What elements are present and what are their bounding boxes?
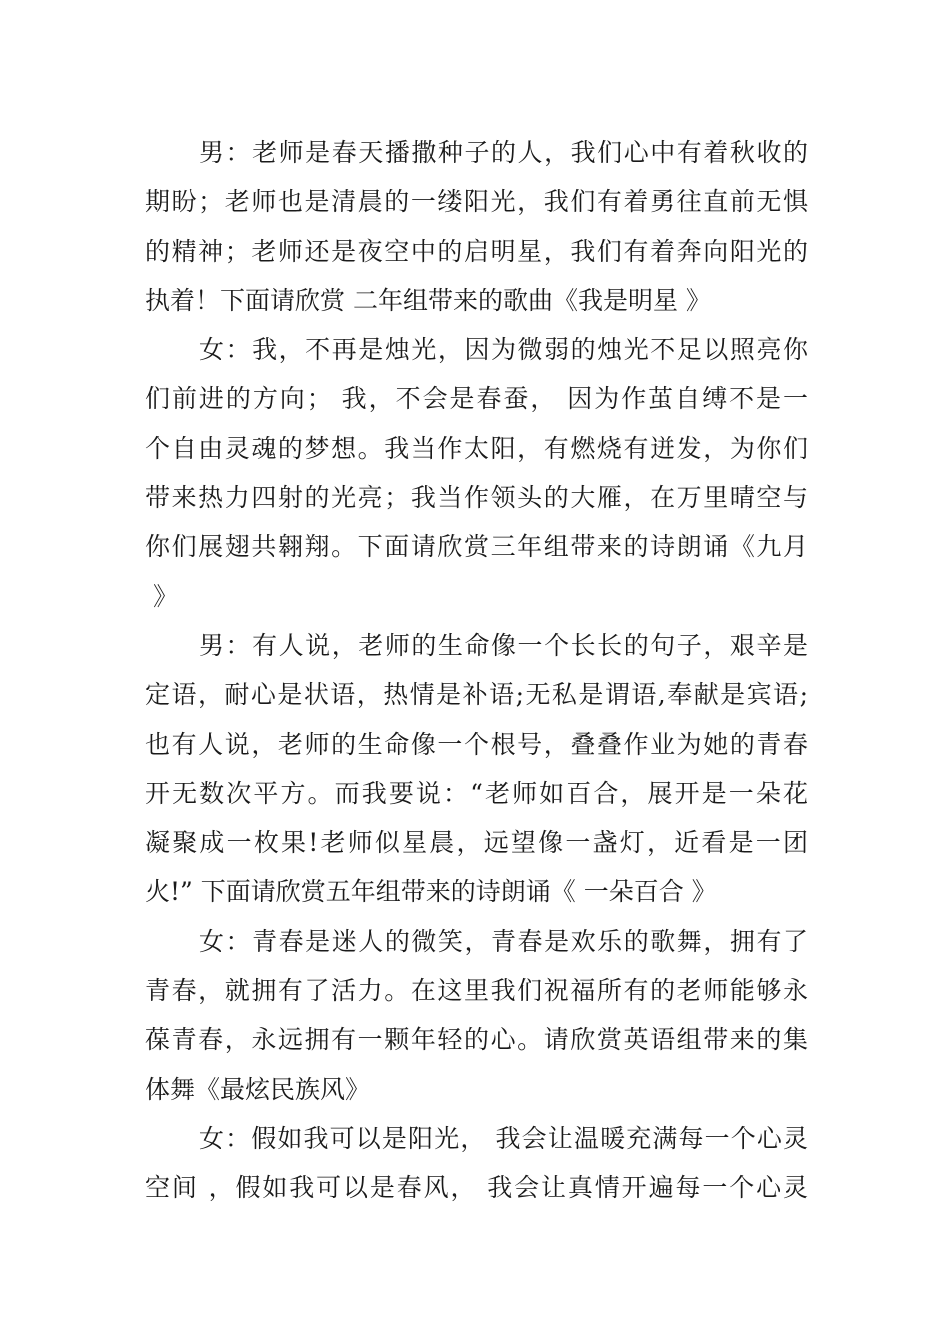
paragraph <box>145 1114 810 1213</box>
text-line: 你们展翅共翱翔。下面请欣赏三年组带来的诗朗诵《九月 <box>145 532 808 562</box>
text-line: 空间 ，假如我可以是春风， 我会让真情开遍每一个心灵 <box>145 1173 808 1203</box>
text-line: 期盼；老师也是清晨的一缕阳光，我们有着勇往直前无惧 <box>145 187 808 217</box>
paragraph <box>145 917 810 1114</box>
text-line: 男：有人说，老师的生命像一个长长的句子，艰辛是 <box>199 630 808 660</box>
text-line: 带来热力四射的光亮；我当作领头的大雁，在万里晴空与 <box>145 483 808 513</box>
text-line: 火!” 下面请欣赏五年组带来的诗朗诵《 一朵百合 》 <box>145 877 717 907</box>
paragraph <box>145 325 810 621</box>
text-line: 》 <box>145 581 178 611</box>
text-line: 葆青春，永远拥有一颗年轻的心。请欣赏英语组带来的集 <box>145 1025 808 1055</box>
paragraph <box>145 128 810 325</box>
text-line: 定语，耐心是状语，热情是补语;无私是谓语,奉献是宾语; <box>145 680 808 710</box>
document-body <box>145 128 810 1213</box>
text-line: 男：老师是春天播撒种子的人，我们心中有着秋收的 <box>199 138 808 167</box>
text-line: 青春，就拥有了活力。在这里我们祝福所有的老师能够永 <box>145 976 808 1006</box>
text-line: 女：青春是迷人的微笑，青春是欢乐的歌舞，拥有了 <box>199 926 808 956</box>
text-line: 执着！下面请欣赏 二年组带来的歌曲《我是明星 》 <box>145 285 711 315</box>
text-line: 女：我，不再是烛光，因为微弱的烛光不足以照亮你 <box>199 335 808 365</box>
paragraph <box>145 621 810 917</box>
text-line: 凝聚成一枚果!老师似星晨，远望像一盏灯，近看是一团 <box>145 828 808 858</box>
text-line: 的精神；老师还是夜空中的启明星，我们有着奔向阳光的 <box>145 236 808 266</box>
text-line: 们前进的方向； 我，不会是春蚕， 因为作茧自缚不是一 <box>145 384 808 414</box>
text-line: 个自由灵魂的梦想。我当作太阳，有燃烧有迸发，为你们 <box>145 433 808 463</box>
text-line: 开无数次平方。而我要说：“老师如百合，展开是一朵花 <box>145 778 808 808</box>
text-line: 女：假如我可以是阳光， 我会让温暖充满每一个心灵 <box>199 1123 808 1153</box>
text-line: 也有人说，老师的生命像一个根号，叠叠作业为她的青春 <box>145 729 808 759</box>
text-line: 体舞《最炫民族风》 <box>145 1074 371 1104</box>
